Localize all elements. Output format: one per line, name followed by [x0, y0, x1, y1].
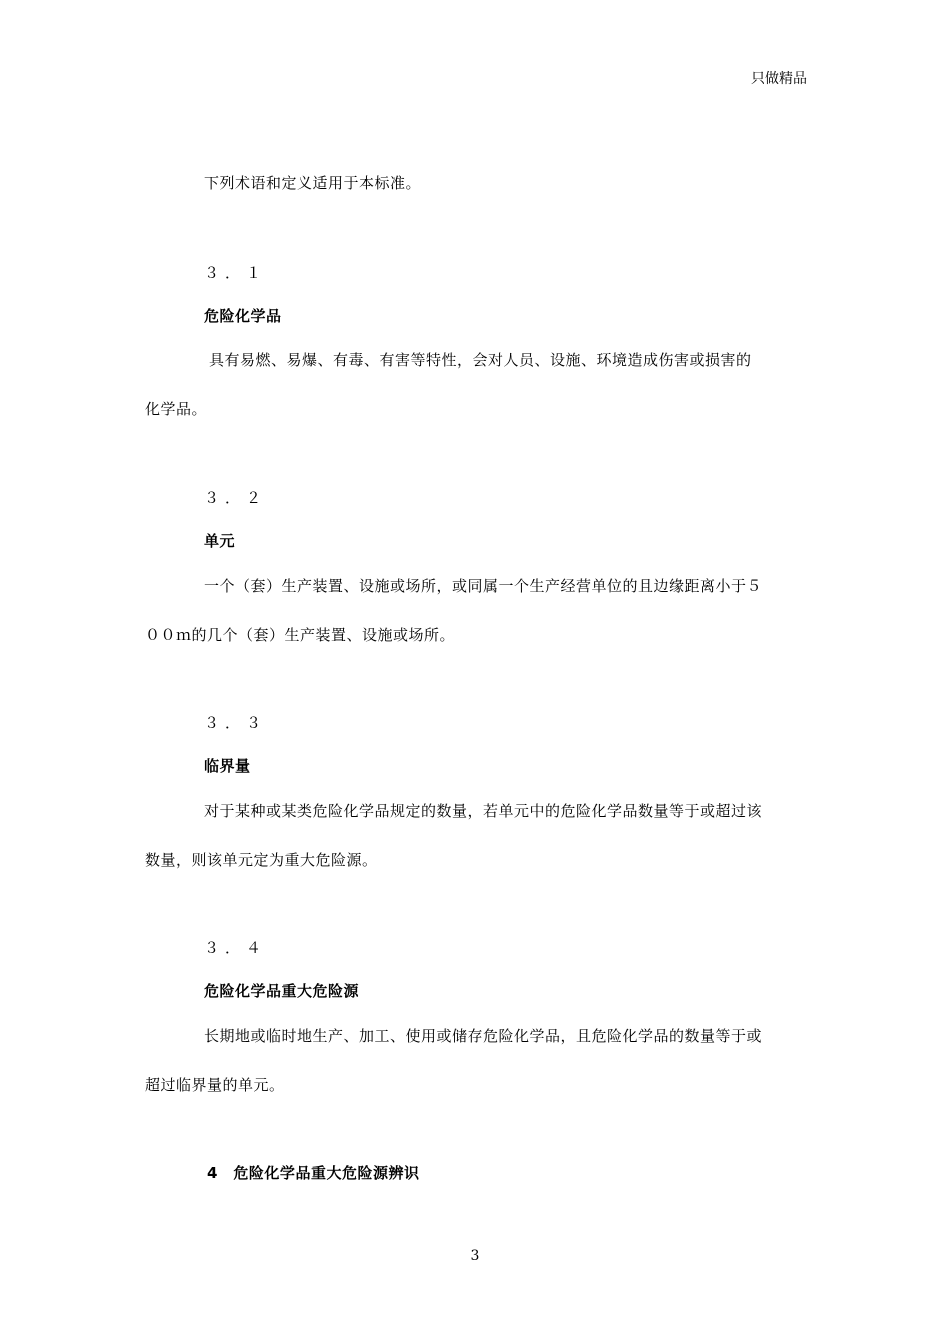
section-term: 临界量 — [204, 757, 251, 775]
next-section-heading: 4 危险化学品重大危险源辨识 — [207, 1164, 420, 1182]
section-term: 危险化学品重大危险源 — [204, 982, 360, 1000]
section-body-line: 长期地或临时地生产、加工、使用或储存危险化学品，且危险化学品的数量等于或 — [204, 1027, 763, 1045]
section-body-line: 一个（套）生产装置、设施或场所，或同属一个生产经营单位的且边缘距离小于５ — [204, 577, 763, 595]
section-term: 危险化学品 — [204, 307, 282, 325]
page-header: 只做精品 — [751, 71, 807, 87]
section-number: ３．２ — [204, 489, 268, 507]
intro-text: 下列术语和定义适用于本标准。 — [204, 174, 422, 192]
section-body-line: 对于某种或某类危险化学品规定的数量，若单元中的危险化学品数量等于或超过该 — [204, 802, 763, 820]
section-body-line: 化学品。 — [145, 400, 208, 418]
section-body-line: 具有易燃、易爆、有毒、有害等特性，会对人员、设施、环境造成伤害或损害的 — [209, 351, 752, 369]
section-number: ３．１ — [204, 264, 268, 282]
section-number: ３．４ — [204, 939, 268, 957]
page-number: 3 — [470, 1248, 480, 1264]
section-body-line: 超过临界量的单元。 — [145, 1076, 285, 1094]
section-term: 单元 — [204, 532, 236, 550]
section-number: ３．３ — [204, 714, 268, 732]
section-body-line: ００ｍ的几个（套）生产装置、设施或场所。 — [145, 626, 456, 644]
section-body-line: 数量，则该单元定为重大危险源。 — [145, 851, 378, 869]
